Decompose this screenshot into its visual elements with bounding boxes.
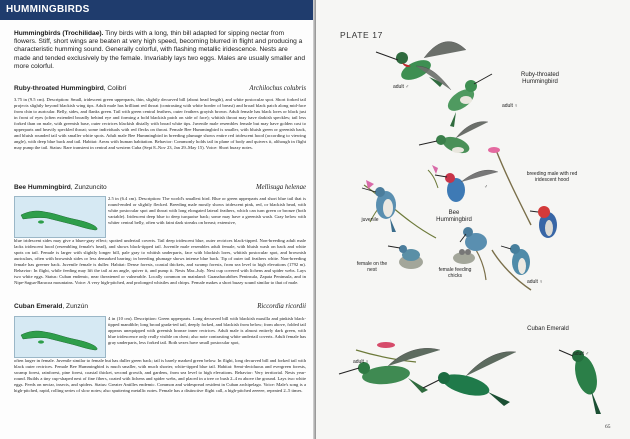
species-account-bee-lower: blue iridescent sides may give a bluer-gray effect; spotted undertail coverts. Tail deep iridescent blue, outer rectrices black-tipped. Non-breeding adult male lacks iridescent hood (resembling female's head), and shows black-tipped tail. Juvenile male resembles adult female, with bluish wash on back and white spots on tail. Female is larger with slightly longer bill, pale gray to whitish underparts, face with blackish lores, whitish postocular spot, and brownish auriculars, often with brownish sides or less demarked barring; in breeding plumage shows intense blue back. Tip of outer tail feathers white. Non-breeding female has greener back. Juvenile female is duller. Habitat: Dense forests, coastal thickets, and swamp forests, from sea level to high elevations (1792 m). Behavior: In flight, while feeding may lift the tail at an angle, quiver it, and pump it. Nests Mar–July. Nest cup covered with lichens and spider webs. Lays two white eggs. Status: Cuban endemic, near threatened or vulnerable. Locally common on mainland: Guanahacabibes Peninsula, Zapata Peninsula, and in Nipe-Sagua-Baracoa mountains. Voice: A very high-pitched, and prolonged whistles and chirps. Female makes a short buzzy sound similar to that of male. (14, 238, 306, 286)
species-scientific-name: Riccordia ricordii (257, 303, 306, 310)
cuba-map-bee (15, 197, 105, 237)
label-bee-juvenile: juvenile (361, 217, 379, 223)
species-heading-ruby: Ruby-throated Hummingbird, Colibrí Archilochus colubris (14, 85, 306, 92)
species-account-emerald-upper: 4 in (10 cm). Description: Green upperparts. Long decurved bill with blackish maxilla and pinkish black-tipped mandible; long broad grada-ted tail, deeply forked, and blackish from below; from above, folded tail appears unequipped with greenish bronze inner rectrices. Adult male is almost entirely dark green, with blue iridescence only really visible on chest; also note contrasting white undertail coverts. Adult female has gray underparts, less forked tail. Both sexes have small postocular spot, (108, 316, 306, 346)
species-account-emerald-lower: often larger in female. Juvenile similar to female but has duller green back; tail is barely marked green below. In flight, long decurved bill and forked tail with black outer rectrices. Female Bee Hummingbird is much smaller, with much shorter, white-tipped blue tail. Habitat: Semi-deciduous and evergreen forests, swamp forest, rainforest, pine forest, coastal thicket, second growth, and gardens, from sea level to high elevations. Behavior: Very territorial. Nests year-round. Builds a tiny cup-shaped nest of fine fibers, coated with lichens and spider webs, and placed in a tree or bush 2–4 m above the ground. Lays two white eggs. Feeds on nectar, insects, and spiders. Status: Greater Antilles endemic. Common and widespread resident in Cuban archipelago. Voice: Male's song is a high-pitched, rapid, rolling series of slow notes; also sputtering metallic notes. Female has a distinctive flight call, a high-pitched zeeeee, repeated 2–5 times. (14, 358, 306, 394)
label-emerald-male: adult ♂ (573, 351, 589, 357)
label-emerald-female: adult ♀ (353, 359, 369, 365)
species-local-name: Zunzuncito (74, 184, 107, 191)
species-common-name: Bee Hummingbird (14, 184, 71, 191)
label-emerald-title: Cuban Emerald (527, 326, 569, 332)
family-intro-text: Tiny birds with a long, thin bill adapted for sipping nectar from flowers. Stiff, short wings are beaten at very high speed, becoming blurred in flight and producing a characteristic humming sound. Generally colorful, with flashing metallic iridescence. Nests are made and tended exclusively by the female. Invariably lays two eggs. Males are usually smaller and more colorful. (14, 30, 306, 70)
species-common-name: Ruby-throated Hummingbird (14, 85, 104, 92)
label-ruby-adult-male: adult ♂ (393, 84, 409, 90)
family-intro (14, 30, 306, 71)
species-heading-bee: Bee Hummingbird, Zunzuncito Mellisuga helenae (14, 184, 306, 191)
bee-juvenile-icon (362, 187, 396, 232)
label-bee-adult-female: adult ♀ (527, 279, 543, 285)
flower-branch-icon (356, 147, 531, 362)
range-map-bee (14, 196, 106, 238)
cuban-emerald-male-flying-icon (423, 352, 516, 406)
ruby-throated-male-icon (376, 42, 466, 87)
species-account-ruby: 3.75 in (9.5 cm). Description: Small, iridescent green upperparts, thin, slightly decurved bill (about head length), and white postocular spot. Short forked tail projects slightly beyond blackish wing tips. Adult male has brilliant red throat (contrasting with white border of breast) and broad black patch along mid-face from chin to auricular. Belly, sides, and flanks green. Tail with green central feathers, outer feathers grayish brown. Adult female has black lores or black just in front of eyes (often extended broadly behind eye and forming a bold blackish patch on side of face); whitish throat may have darkish speckles; tail less forked than on male, with greenish base, outer rectrices blackish distally with broad white tips. Juvenile male resembles female but may have golden cast to upperparts and heavily speckled throat; some individuals with red flecks on throat. Female Bee Hummingbird is smaller, with bluish green or greenish back, and bluish rounded tail with smaller white spots. Adult male Bee Hummingbird in breeding plumage shows entire red iridescent hood (according to viewing angle), with deep blue back and tail. Habitat: Areas with human habitation. Behavior: Commonly holds tail in plane of body and quivers it, although in flight may pump the tail. Status: Rare transient in central and western Cuba (Sept 8–Nov 23, Jan 29–May 15). Voice: Short buzzy notes. (14, 97, 306, 151)
family-lead: Hummingbirds (Trochilidae). (14, 30, 104, 37)
species-heading-emerald: Cuban Emerald, Zunzún Riccordia ricordii (14, 303, 306, 310)
bee-female-nest-icon (388, 245, 423, 269)
cuban-emerald-female-icon (339, 348, 440, 393)
section-title: HUMMINGBIRDS (6, 4, 90, 15)
species-account-bee-upper: 2.5 in (6.4 cm). Description: The world's smallest bird. Blue or green upperparts and short blue tail that is round-ended or slightly flecked. Breeding male mostly shows iridescent pink, red, or blackish head, with white postocular spot and throat with long elongated lateral feathers, which can turn green or bronze (both variable). Iridescent deep blue to deep turquoise back; some may have a greenish wash. Gray below with whiter central belly, often with faint dark streaks on breast; extensive, (108, 196, 306, 226)
species-scientific-name: Archilochus colubris (249, 85, 306, 92)
bee-breeding-male-icon (530, 206, 557, 238)
range-map-emerald (14, 316, 106, 358)
species-scientific-name: Mellisuga helenae (255, 184, 306, 191)
label-ruby-adult-female: adult ♀ (502, 103, 518, 109)
cuba-map-emerald (15, 317, 105, 357)
bee-female-feeding-icon (453, 227, 487, 264)
label-bee-title: Bee Hummingbird (436, 210, 472, 223)
label-ruby-title: Ruby-throated Hummingbird (520, 72, 560, 85)
label-bee-male: ♂ (484, 184, 488, 190)
bee-adult-female-icon (501, 244, 530, 275)
label-bee-breeding: breeding male with red iridescent hood (526, 171, 578, 183)
species-local-name: Colibrí (107, 85, 127, 92)
section-header-bar (0, 0, 316, 20)
species-local-name: Zunzún (66, 303, 89, 310)
label-bee-female-nest: female on the nest (356, 261, 388, 273)
ruby-throated-female-icon (416, 66, 492, 127)
species-common-name: Cuban Emerald (14, 303, 63, 310)
cuban-emerald-male-perched-icon (559, 350, 601, 414)
label-bee-female-feeding: female feeding chicks (438, 267, 472, 279)
page-number: 65 (605, 424, 611, 430)
plate-number: PLATE 17 (340, 30, 383, 40)
